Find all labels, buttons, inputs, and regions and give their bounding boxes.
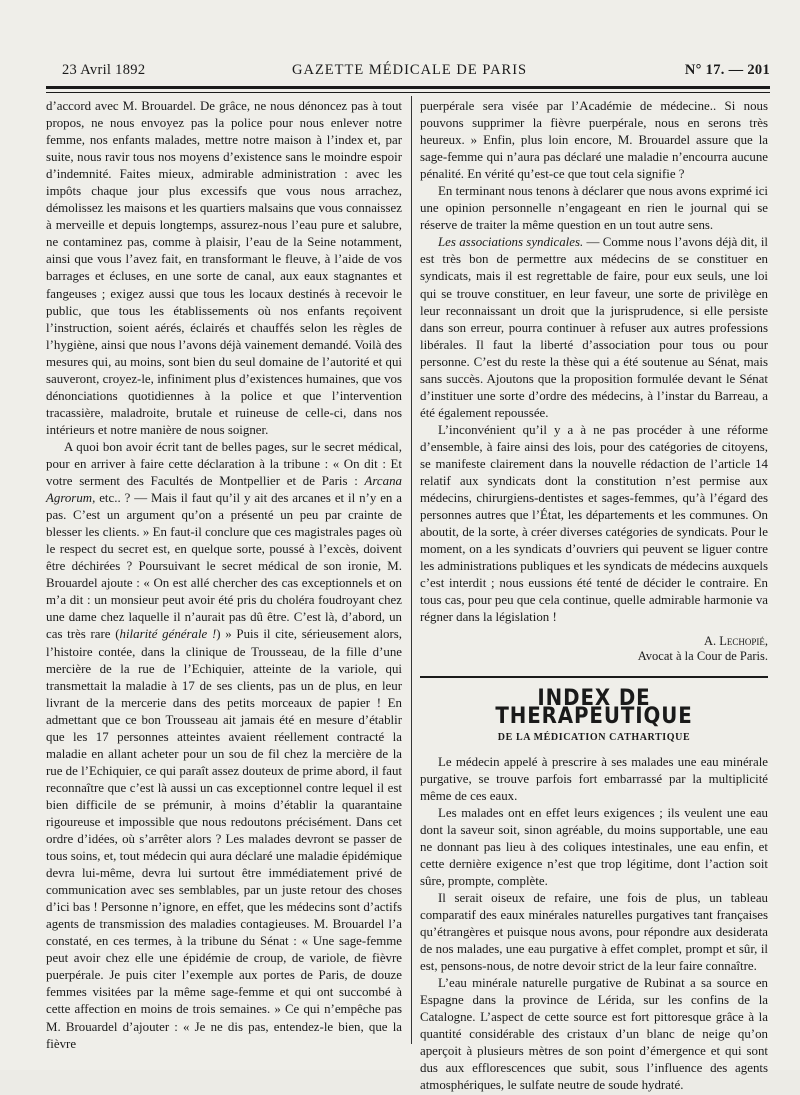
header-rule-thin [46,92,770,93]
italic-aside: hilarité générale ! [119,627,217,642]
text-run: — Comme nous l’avons déjà dit, il est très bon de permettre aux médecins de se constituer en syndicats, mais il est regrettable de faire, pour eux seuls, une loi qui se trouve constituer, en leur faveur, une sorte de privilège en leur reconnaissant un droit que la jurisprudence, si elle persiste dans son erreur, pourra continuer à refuser aux autres professions libérales. Il faut la liberté d’association pour tous ou pour personne. C’est du reste la thèse qui a été soutenue au Sénat, mais sans succès. Ajoutons que la proposition formulée devant le Sénat d’instituer une sorte d’ordre des médecins, à l’instar du Barreau, a été également repoussée. [420,235,768,420]
author-title: Avocat à la Cour de Paris. [637,649,768,664]
column-divider [411,96,412,1044]
text-run: , etc.. ? — Mais il faut qu’il y ait des arcanes et il n’y en a pas. C’est un argument qu’on a présenté un peu par crainte de blesser les clients. » En faut-il conclure que ces magistrales pages où le respect du secret est, en quelque sorte, poussé à l’excès, doivent être déchirées ? Poursuivant le secret médical de son ironie, M. Brouardel ajoute : « On est allé chercher des cas exceptionnels et on m’a dit : un monsieur peut avoir été pris du choléra foudroyant chez une dame chez laquelle il n’aurait pas dû être. C’est là, d’abord, un cas très rare ( [46,491,402,642]
author-name: A. Lechopié, [703,634,768,649]
article-paragraph: L’eau minérale naturelle purgative de Rubinat a sa source en Espagne dans la province de Lérida, sur les confins de la Catalogne. L’aspect de cette source est fort pittoresque grâce à la quantité considérable des cristaux d’un blanc de neige qu’on aperçoit à plusieurs mètres de son point d’émergence et qui sont dus aux efflorescences que subit, sous l’influence des agents atmosphériques, le sulfate neutre de soude hydraté. [420,976,768,1093]
right-column [420,98,768,1095]
article-paragraph [46,439,402,1053]
journal-title: GAZETTE MÉDICALE DE PARIS [292,62,528,78]
author-signature [420,634,768,664]
header-rule [46,86,770,89]
text-run: A quoi bon avoir écrit tant de belles pages, sur le secret médical, pour en arriver à faire cette déclaration à la tribune : « On dit : Et votre serment des Facultés de Montpellier et de Paris : [46,439,402,489]
italic-quote: Arcana Agrorum [46,474,402,506]
section-heading-inline: Les associations syndicales. [438,235,584,250]
left-column [46,98,402,1053]
page-number: N° 17. — 201 [684,62,770,78]
article-paragraph: Il serait oiseux de refaire, une fois de plus, un tableau comparatif des eaux minérales naturelles purgatives tant françaises qu’étrangères et puisque nous avons, pour répondre aux desiderata de nos malades, une eau purgative à effet complet, prompt et sûr, il est, pensons-nous, de notre devoir strict de la leur faire connaître. [420,890,768,974]
article-paragraph: d’accord avec M. Brouardel. De grâce, ne nous dénoncez pas à tout propos, ne nous envoyez pas la police pour nous enlever notre femme, nos enfants malades, mettre notre maison à l’index et, par suite, nous ravir tous nos moyens d’existence sans le moindre espoir d’indemnité. Faites mieux, admirable administration : avec les impôts chaque jour plus excessifs que vous nous arrachez, démolissez les maisons et les quartiers malsains que vous connaissez à merveille et depuis longtemps, assurez-nous l’eau pure et salubre, ne contaminez pas, comme à plaisir, l’eau de la Seine notamment, ainsi que vous l’avez fait, en transformant le fleuve, à l’aide de vos barrages et écluses, en une sorte de canal, aux eaux stagnantes et fangeuses ; exigez aussi que tous les locaux destinés à recevoir le public, que tous les établissements où nos enfants reçoivent l’instruction, soient aérés, éclairés et chauffés selon les règles de l’hygiène, ainsi que nous l’avons déjà vainement demandé. Voilà des mesures qui, au moins, sont bien du seul domaine de l’autorité et qui sauveront, croyez-le, infiniment plus d’existences humaines, que vos dénonciations quotidiennes à la police et que l’intervention tracassière, maladroite, brutale et ruineuse de celle-ci, dans nos intérieurs et notre manière de nous soigner. [46,99,402,437]
section-title: INDEX DE THERAPEUTIQUE [495,686,693,729]
article-paragraph: Les malades ont en effet leurs exigences ; ils veulent une eau dont la saveur soit, sinon agréable, du moins supportable, une eau ne donnant pas lieu à des coliques intestinales, une eau enfin, et cette dernière exigence n’est que trop légitime, dont l’action soit sûre, prompte, complète. [420,805,768,888]
section-subtitle: DE LA MÉDICATION CATHARTIQUE [497,731,691,743]
article-paragraph: Le médecin appelé à prescrire à ses malades une eau minérale purgative, se trouve parfois fort embarrassé par la multiplicité même de ces eaux. [420,754,768,803]
issue-date: 23 Avril 1892 [62,62,146,78]
text-run: ) » Puis il cite, sérieusement alors, l’histoire contée, dans la clinique de Trousseau, de la fille d’une mercière de la rue de l’Echiquier, atteinte de la variole, qui transmettait la maladie à 17 de ses clients, pas un de plus, en leur livrant de la mercerie dans des petits morceaux de papier ! En admettant que ce bon Trousseau ait jamais été en mesure d’établir que les 17 personnes atteintes avaient réellement contracté la maladie en allant acheter pour un sou de fil chez la mercière de la rue de l’Echiquier, ce qui paraît assez douteux de prime abord, il faut reconnaître que c’est là aussi un cas exceptionnel contre lequel il est bien difficile de se prémunir, à moins d’établir la quarantaine rigoureuse et impossible que nous redoutons précisément. Dans cet ordre d’idées, où s’arrêter alors ? Les malades devront se passer de tous soins, et, tout médecin qui aura déclaré une maladie épidémique devra lui-même, devra lui surtout être immédiatement privé de communication avec ses semblables, par un juste retour des choses d’ici bas ! Personne n’ignore, en effet, que les médecins sont d’actifs agents de transmission des maladies contagieuses. M. Brouardel l’a constaté, en ces termes, à la tribune du Sénat : « Une sage-femme peut avoir chez elle une épidémie de croup, de variole, de fièvre puerpérale. Je puis citer l’exemple aux portes de Paris, de douze femmes visitées par la même sage-femme et qui ont succombé à cette affection en moins de trois semaines. » Ce qui n’empêche pas M. Brouardel d’ajouter : « Je ne dis pas, entendez-le bien, que la fièvre [46,627,403,1051]
page-header [62,62,770,82]
article-paragraph: En terminant nous tenons à déclarer que nous avons exprimé ici une opinion personnelle n’engageant en rien le journal qui se réserve de traiter la même question en un tout autre sens. [420,184,768,233]
section-rule [420,676,768,678]
article-paragraph: puerpérale sera visée par l’Académie de médecine.. Si nous pouvons supprimer la fièvre puerpérale, nous en serons très heureux. » Enfin, plus loin encore, M. Brouardel assure que la sage-femme qui n’aura pas déclaré une maladie n’encourra aucune pénalité. En vérité qu’est-ce que tout cela signifie ? [420,99,768,182]
article-paragraph: L’inconvénient qu’il y a à ne pas procéder à une réforme d’ensemble, à faire ainsi des lois, pour des catégories de citoyens, se manifeste clairement dans la nouvelle rédaction de l’article 14 relatif aux syndicats dont la constitution n’est permise aux médecins, chirurgiens-dentistes et sages-femmes, qu’à l’égard des personnes autres que l’État, les départements et les communes. On aboutit, de la sorte, à créer diverses catégories de syndicats. Pour le moment, on a les syndicats d’ouvriers qui peuvent se liguer contre les administrations publiques et les syndicats de médecins auxquels c’est interdit ; nous eussions été tenté de décider le contraire. En tous cas, pour peu que cela continue, quelle admirable harmonie va régner dans la législation ! [420,422,768,625]
article-paragraph [420,234,768,422]
